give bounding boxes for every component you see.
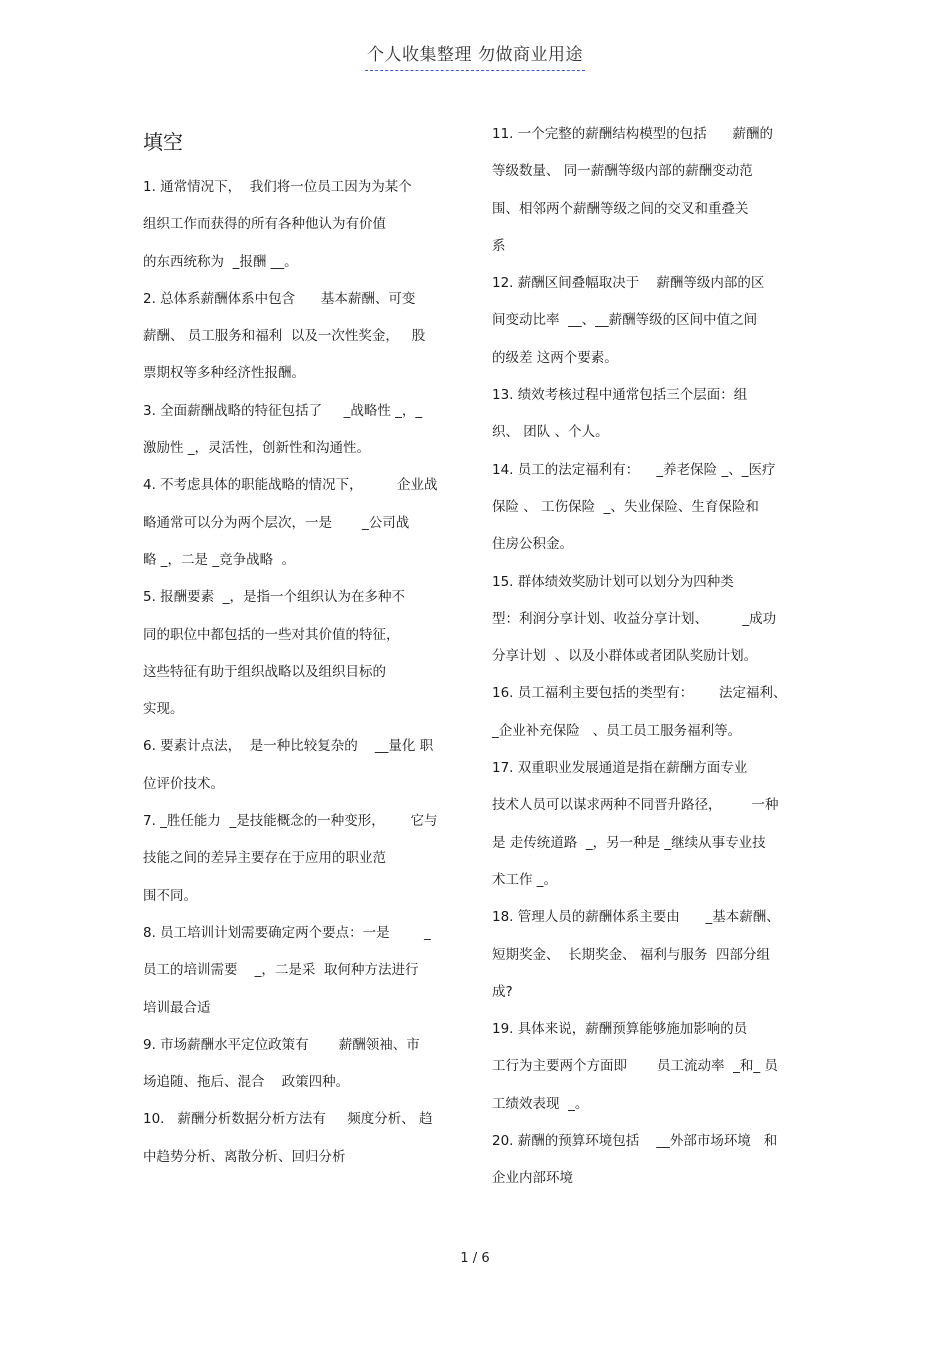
text-line: 11. 一个完整的薪酬结构模型的包括 薪酬的 <box>492 126 774 142</box>
text-line: 6. 要素计点法， 是一种比较复杂的 __量化 职 <box>143 738 434 755</box>
text-line: 分享计划 、以及小群体或者团队奖励计划。 <box>492 648 758 665</box>
text-line: 2. 总体系薪酬体系中包含 基本薪酬、可变 <box>143 290 416 307</box>
text-line: 10. 薪酬分析数据分析方法有 频度分析、 趋 <box>143 1111 433 1128</box>
text-line: 9. 市场薪酬水平定位政策有 薪酬领袖、市 <box>143 1036 420 1053</box>
text-line: 3. 全面薪酬战略的特征包括了 _战略性 _，_ <box>143 402 423 419</box>
left-column <box>143 116 463 1176</box>
text-line: 7. _胜任能力 _是技能概念的一种变形， 它与 <box>143 813 438 830</box>
text-line: 技术人员可以谋求两种不同晋升路径， 一种 <box>492 797 779 814</box>
text-line: 围不同。 <box>143 887 197 904</box>
text-line: 间变动比率 __、__薪酬等级的区间中值之间 <box>492 312 758 329</box>
text-line: 14. 员工的法定福利有： _养老保险 _、_医疗 <box>492 461 776 478</box>
text-line: 是 走传统道路 _，另一种是 _继续从事专业技 <box>492 834 766 851</box>
text-line: 13. 绩效考核过程中通常包括三个层面：组 <box>492 387 748 404</box>
text-line: 技能之间的差异主要存在于应用的职业范 <box>143 850 386 867</box>
text-line: 保险 、 工伤保险 _、失业保险、生育保险和 <box>492 498 759 515</box>
text-line: 织、 团队 、个人。 <box>492 424 609 441</box>
text-line: 12. 薪酬区间叠幅取决于 薪酬等级内部的区 <box>492 275 765 292</box>
text-line: 18. 管理人员的薪酬体系主要由 _基本薪酬、 <box>492 909 780 926</box>
text-line: 型：利润分享计划、收益分享计划、 _成功 <box>492 610 777 627</box>
text-line: 的东西统称为 _报酬 __。 <box>143 253 298 270</box>
text-line: 薪酬、 员工服务和福利 以及一次性奖金， 股 <box>143 328 426 345</box>
text-line: 等级数量、 同一薪酬等级内部的薪酬变动范 <box>492 163 753 180</box>
page-header <box>0 40 950 65</box>
text-line: 略 _，二是 _竞争战略 。 <box>143 551 296 568</box>
text-line: 激励性 _，灵活性，创新性和沟通性。 <box>143 440 371 457</box>
text-line: 17. 双重职业发展通道是指在薪酬方面专业 <box>492 760 748 777</box>
text-line: 这些特征有助于组织战略以及组织目标的 <box>143 663 386 680</box>
text-line: 员工的培训需要 _，二是采 取何种方法进行 <box>143 962 419 979</box>
text-line: 场追随、拖后、混合 政策四种。 <box>143 1074 350 1091</box>
text-line: 围、相邻两个薪酬等级之间的交叉和重叠关 <box>492 200 749 217</box>
text-line: 5. 报酬要素 _，是指一个组织认为在多种不 <box>143 589 406 606</box>
text-line: 同的职位中都包括的一些对其价值的特征， <box>143 626 400 643</box>
right-question-list <box>492 116 812 1198</box>
text-line: 成? <box>492 983 513 1000</box>
text-line: 组织工作而获得的所有各种他认为有价值 <box>143 216 386 233</box>
text-line: 16. 员工福利主要包括的类型有： 法定福利、 <box>492 685 787 702</box>
text-line: 工行为主要两个方面即 员工流动率 _和_ 员 <box>492 1058 778 1075</box>
text-line: 中趋势分析、离散分析、回归分析 <box>143 1148 346 1165</box>
text-line: 8. 员工培训计划需要确定两个要点：一是 _ <box>143 924 431 941</box>
text-line: 工绩效表现 _。 <box>492 1095 589 1112</box>
text-line: 19. 具体来说，薪酬预算能够施加影响的员 <box>492 1021 748 1038</box>
section-title: 填空 <box>143 130 183 154</box>
text-line: 的级差 这两个要素。 <box>492 349 618 366</box>
text-line: 培训最合适 <box>143 999 211 1016</box>
text-line: 票期权等多种经济性报酬。 <box>143 365 305 382</box>
text-line: 住房公积金。 <box>492 536 573 553</box>
header-title: 个人收集整理 勿做商业用途 <box>365 45 585 71</box>
text-line: 短期奖金、 长期奖金、 福利与服务 四部分组 <box>492 946 770 963</box>
text-line: 位评价技术。 <box>143 775 224 792</box>
text-line: 略通常可以分为两个层次，一是 _公司战 <box>143 514 410 531</box>
text-line: 15. 群体绩效奖励计划可以划分为四种类 <box>492 573 734 590</box>
text-line: 实现。 <box>143 701 184 718</box>
text-line: 术工作 _。 <box>492 871 558 888</box>
text-line: 系 <box>492 237 506 254</box>
text-line: 企业内部环境 <box>492 1170 573 1187</box>
text-line: 1. 通常情况下， 我们将一位员工因为为某个 <box>143 179 412 195</box>
left-question-list <box>143 169 463 1176</box>
right-column <box>492 116 812 1198</box>
text-line: _企业补充保险 、员工员工服务福利等。 <box>492 722 742 739</box>
page-number: 1 / 6 <box>460 1251 490 1266</box>
text-line: 20. 薪酬的预算环境包括 __外部市场环境 和 <box>492 1133 778 1150</box>
text-line: 4. 不考虑具体的职能战略的情况下， 企业战 <box>143 477 438 494</box>
